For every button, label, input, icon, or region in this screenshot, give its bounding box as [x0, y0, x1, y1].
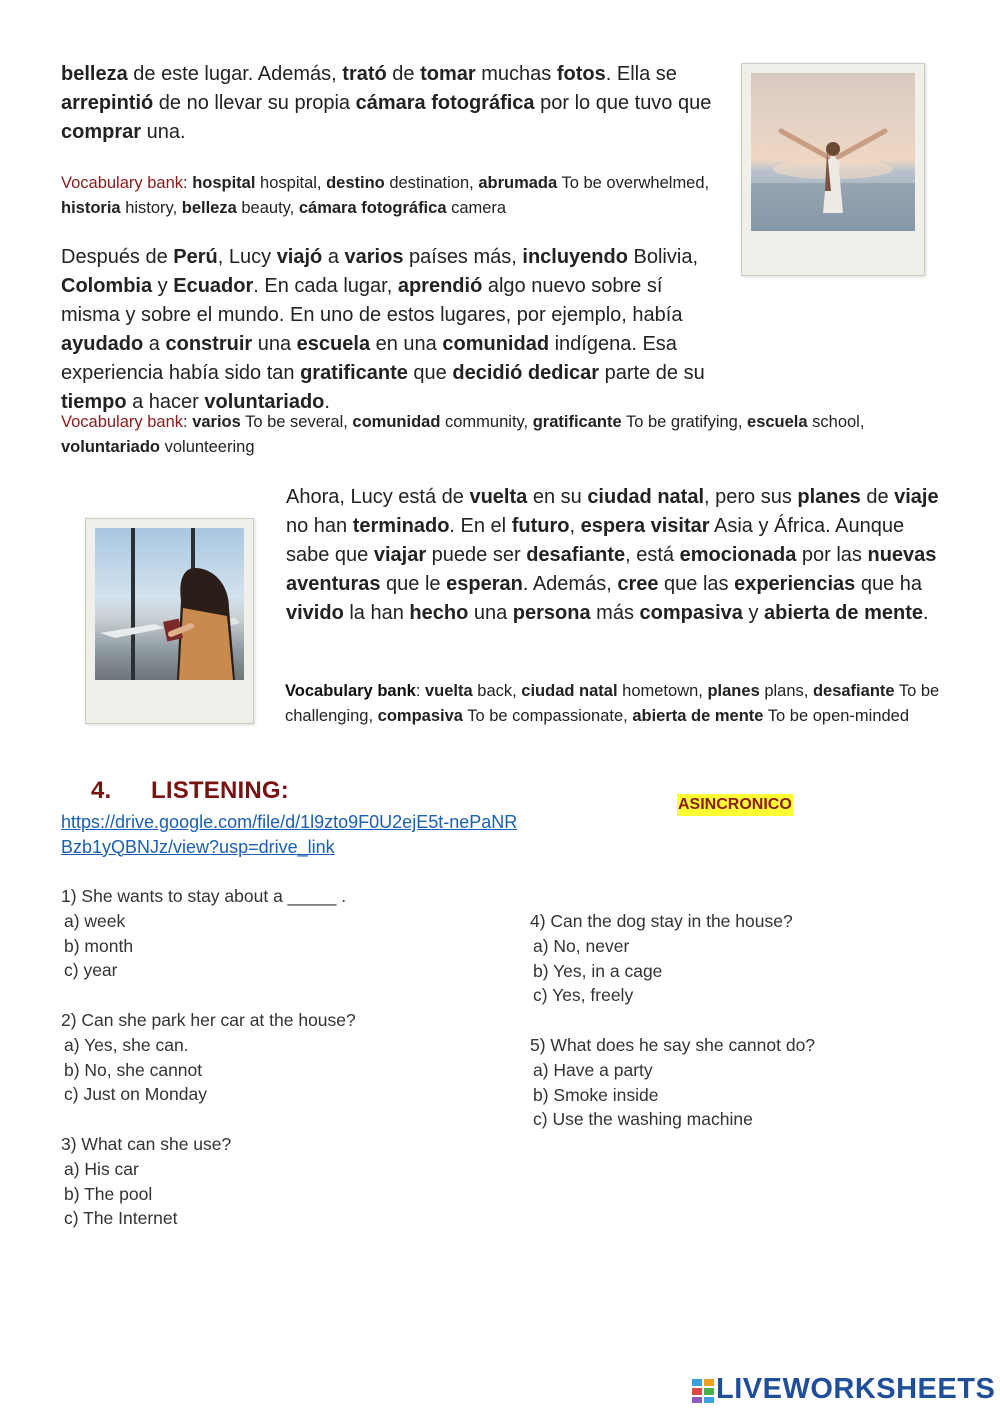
listening-audio-link[interactable]: https://drive.google.com/file/d/1l9zto9F0U2ejE5t-nePaNRBzb1yQBNJz/view?usp=drive_link — [61, 812, 518, 857]
text-run: history, — [120, 198, 182, 217]
text-run: que las — [658, 573, 735, 595]
bold-term: gratificante — [532, 413, 622, 431]
text-run: . — [922, 602, 929, 624]
question-group — [530, 909, 950, 1008]
bold-term: compasiva — [639, 602, 743, 624]
vocabulary-bank-label: Vocabulary bank — [285, 682, 416, 700]
questions-right-column — [530, 909, 950, 1157]
text-run: . En el — [449, 515, 512, 537]
paragraph-2 — [61, 243, 946, 417]
text-run: . Además, — [522, 573, 618, 595]
bold-term: trató — [342, 63, 387, 85]
text-run: : — [183, 174, 193, 192]
text-run: de este lugar. Además, — [127, 63, 343, 85]
text-run: en su — [527, 486, 588, 508]
bold-term: ciudad natal — [521, 682, 618, 700]
text-run: beauty, — [236, 198, 299, 217]
bold-term: incluyendo — [522, 246, 628, 268]
text-run: muchas — [475, 63, 557, 85]
bold-term: esperan — [446, 573, 523, 595]
bold-term: tomar — [420, 63, 476, 85]
text-run: parte de su — [599, 362, 705, 384]
text-run: To be open-minded — [763, 706, 910, 725]
answer-option[interactable]: c) The Internet — [64, 1208, 178, 1229]
text-run: de — [386, 63, 421, 85]
text-run: que le — [380, 573, 447, 595]
answer-option[interactable]: c) year — [64, 960, 118, 981]
text-run: plans, — [759, 682, 813, 700]
text-run: Bolivia, — [627, 246, 698, 268]
text-run: una — [468, 602, 513, 624]
listening-heading — [91, 777, 289, 805]
asincronico-badge: ASINCRONICO — [677, 794, 793, 816]
bold-term: voluntariado — [204, 391, 325, 413]
text-run: . Ella se — [605, 63, 677, 85]
bold-term: emocionada — [679, 544, 797, 566]
bold-term: decidió dedicar — [452, 362, 600, 384]
bold-term: vuelta — [469, 486, 528, 508]
text-run: To be compassionate, — [462, 706, 633, 725]
question-text: 2) Can she park her car at the house? — [61, 1009, 356, 1030]
text-run: school, — [807, 413, 865, 431]
text-run: puede ser — [426, 544, 527, 566]
bold-term: desafiante — [812, 682, 895, 700]
text-run: hometown, — [617, 682, 708, 700]
answer-option[interactable]: b) Yes, in a cage — [533, 960, 663, 981]
bold-term: vivido — [286, 602, 344, 624]
text-run: volunteering — [160, 437, 255, 456]
bold-term: abierta de mente — [764, 602, 923, 624]
text-run: algo nuevo sobre sí misma y sobre el mundo. En uno de estos lugares, por ejemplo, había — [61, 275, 683, 326]
section-title: LISTENING: — [151, 777, 289, 804]
text-run: hospital, — [255, 174, 327, 192]
bold-term: varios — [344, 246, 404, 268]
answer-option[interactable]: a) His car — [64, 1158, 139, 1179]
bold-term: belleza — [61, 63, 128, 85]
bold-term: escuela — [747, 413, 808, 431]
text-run: To be challenging, — [285, 682, 940, 725]
question-group — [61, 884, 501, 983]
text-run: que — [407, 362, 453, 384]
bold-term: planes — [797, 486, 861, 508]
bold-term: destino — [326, 174, 385, 192]
text-run: , pero sus — [704, 486, 798, 508]
bold-term: voluntariado — [61, 437, 161, 456]
bold-term: persona — [512, 602, 591, 624]
text-run: Ahora, Lucy está de — [286, 486, 470, 508]
bold-term: Perú — [173, 246, 218, 268]
liveworksheets-logo-icon — [692, 1378, 714, 1402]
answer-option[interactable]: a) Have a party — [533, 1059, 653, 1080]
vocabulary-bank-1 — [61, 171, 721, 220]
text-run: por las — [796, 544, 868, 566]
bold-term: ciudad natal — [587, 486, 705, 508]
bold-term: cree — [617, 573, 659, 595]
text-run: community, — [440, 413, 533, 431]
bold-term: ayudado — [61, 333, 144, 355]
text-run: una — [252, 333, 297, 355]
text-run: , — [569, 515, 581, 537]
question-text: 5) What does he say she cannot do? — [530, 1034, 816, 1055]
vocabulary-bank-3 — [61, 679, 946, 728]
text-run: a — [322, 246, 345, 268]
vocabulary-bank-2 — [61, 410, 946, 459]
bold-term: comunidad — [352, 413, 441, 431]
bold-term: cámara fotográfica — [298, 198, 447, 217]
text-run: de — [860, 486, 895, 508]
bold-term: comunidad — [442, 333, 550, 355]
question-text: 1) She wants to stay about a _____ . — [61, 886, 347, 906]
bold-term: viaje — [894, 486, 939, 508]
text-run: : — [183, 413, 193, 431]
bold-term: tiempo — [61, 391, 127, 413]
answer-option[interactable]: c) Just on Monday — [64, 1084, 207, 1105]
bold-term: Colombia — [61, 275, 153, 297]
text-run: y — [152, 275, 174, 297]
text-run: de no llevar su propia — [153, 92, 356, 114]
bold-term: construir — [165, 333, 253, 355]
text-run: , está — [625, 544, 680, 566]
bold-term: hospital — [192, 174, 256, 192]
bold-term: hecho — [409, 602, 469, 624]
text-run: y — [742, 602, 765, 624]
paragraph-1 — [61, 60, 721, 147]
question-group — [61, 1008, 501, 1107]
question-text: 3) What can she use? — [61, 1133, 232, 1154]
answer-option[interactable]: a) No, never — [533, 935, 630, 956]
bold-term: compasiva — [377, 706, 463, 725]
bold-term: historia — [61, 198, 121, 217]
logo-text: LIVEWORKSHEETS — [716, 1373, 996, 1405]
text-run: más — [590, 602, 640, 624]
text-run: camera — [446, 198, 507, 217]
text-run: : — [415, 682, 425, 700]
question-group — [61, 1132, 501, 1231]
answer-option[interactable]: b) The pool — [64, 1183, 153, 1204]
question-text: 4) Can the dog stay in the house? — [530, 911, 793, 931]
answer-option[interactable]: c) Use the washing machine — [533, 1109, 753, 1130]
text-run: To be overwhelmed, — [557, 174, 710, 192]
bold-term: gratificante — [300, 362, 408, 384]
vocabulary-bank-label: Vocabulary bank — [61, 174, 184, 192]
answer-option[interactable]: a) Yes, she can. — [64, 1034, 189, 1055]
text-run: en una — [370, 333, 443, 355]
text-run: back, — [472, 682, 522, 700]
text-run: no han — [286, 515, 353, 537]
text-run: que ha — [855, 573, 923, 595]
bold-term: viajó — [276, 246, 323, 268]
text-run: destination, — [384, 174, 479, 192]
bold-term: terminado — [352, 515, 450, 537]
text-run: países más, — [403, 246, 523, 268]
text-run: a — [143, 333, 166, 355]
question-group — [530, 1033, 950, 1132]
bold-term: comprar — [61, 121, 142, 143]
vocabulary-bank-label: Vocabulary bank — [61, 413, 184, 431]
text-run: Después de — [61, 246, 174, 268]
answer-option[interactable]: a) week — [64, 910, 126, 931]
text-run: por lo que tuvo que — [534, 92, 712, 114]
text-run: la han — [343, 602, 410, 624]
text-run: . — [324, 391, 330, 413]
bold-term: belleza — [181, 198, 237, 217]
answer-option[interactable]: c) Yes, freely — [533, 985, 634, 1006]
bold-term: abierta de mente — [632, 706, 764, 725]
bold-term: planes — [707, 682, 760, 700]
text-run: a hacer — [126, 391, 205, 413]
text-run: Asia y África. Aunque sabe que — [286, 515, 905, 566]
section-number: 4. — [91, 777, 112, 804]
bold-term: arrepintió — [61, 92, 154, 114]
bold-term: futuro — [511, 515, 570, 537]
answer-option[interactable]: b) month — [64, 935, 134, 956]
bold-term: experiencias — [734, 573, 856, 595]
text-run: . En cada lugar, — [253, 275, 398, 297]
text-run: indígena. Esa experiencia había sido tan — [61, 333, 677, 384]
bold-term: desafiante — [526, 544, 626, 566]
text-run: To be several, — [240, 413, 353, 431]
bold-term: Ecuador — [173, 275, 254, 297]
girl-airport-image — [95, 528, 244, 680]
text-run: To be gratifying, — [621, 413, 748, 431]
answer-option[interactable]: b) No, she cannot — [64, 1059, 203, 1080]
answer-option[interactable]: b) Smoke inside — [533, 1084, 659, 1105]
questions-left-column — [61, 884, 501, 1256]
bold-term: abrumada — [478, 174, 558, 192]
bold-term: varios — [192, 413, 241, 431]
bold-term: cámara fotográfica — [355, 92, 535, 114]
bold-term: aprendió — [397, 275, 483, 297]
bold-term: vuelta — [425, 682, 473, 700]
bold-term: nuevas aventuras — [286, 544, 937, 595]
bold-term: escuela — [296, 333, 371, 355]
liveworksheets-logo[interactable] — [692, 1373, 995, 1406]
bold-term: espera visitar — [580, 515, 710, 537]
bold-term: fotos — [556, 63, 606, 85]
text-run: , Lucy — [217, 246, 277, 268]
text-run: una. — [141, 121, 186, 143]
bold-term: viajar — [373, 544, 427, 566]
woman-sunset-image — [751, 73, 915, 231]
